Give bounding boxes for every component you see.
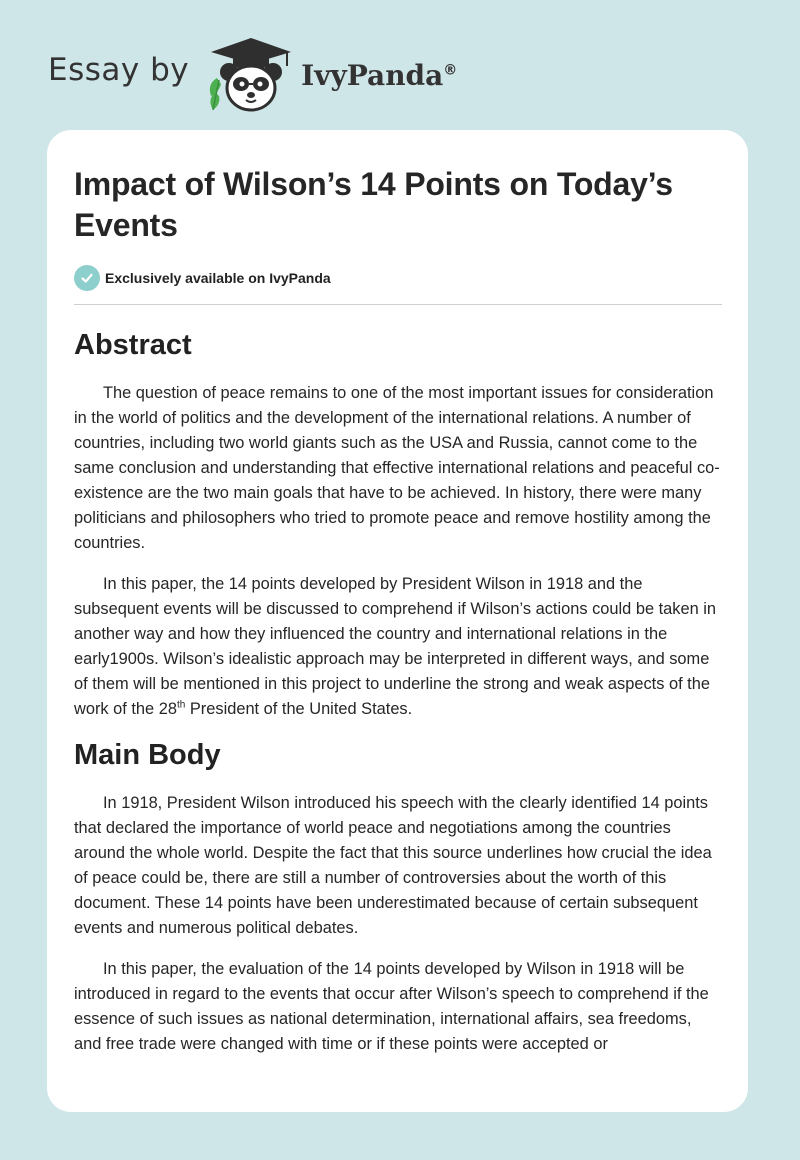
- check-icon: [74, 265, 100, 291]
- essay-card: [47, 130, 748, 1112]
- brand-name: IvyPanda®: [301, 58, 458, 92]
- ivypanda-logo-icon: [203, 34, 299, 114]
- section-heading-abstract: Abstract: [74, 329, 192, 361]
- abstract-paragraph-2: In this paper, the 14 points developed by President Wilson in 1918 and the subsequent events will be discussed to comprehend if Wilson’s actions could be taken in another way and how they influenced the country and international relations in the early1900s. Wilson’s idealistic approach may be interpreted in different ways, and some of them will be mentioned in this project to underline the strong and weak aspects of the work of the 28th President of the United States.: [74, 575, 717, 718]
- exclusive-badge: [74, 264, 722, 292]
- main-body-paragraph-1: In 1918, President Wilson introduced his speech with the clearly identified 14 points that declared the importance of world peace and negotiations among the countries around the whole world. Despite the fact that this source underlines how crucial the idea of peace could be, there are still a number of controversies about the worth of this document. These 14 points have been underestimated because of certain subsequent events and numerous political debates.: [74, 794, 712, 937]
- main-body-paragraph-2: In this paper, the evaluation of the 14 points developed by Wilson in 1918 will be introduced in regard to the events that occur after Wilson’s speech to comprehend if the essence of such issues as national determination, international affairs, sea freedoms, and free trade were changed with time or if these points were accepted or: [74, 960, 709, 1053]
- page-title: Impact of Wilson’s 14 Points on Today’s Events: [74, 166, 673, 243]
- abstract-paragraph-1: The question of peace remains to one of the most important issues for consideration in the world of politics and the development of the international relations. A number of countries, including two world giants such as the USA and Russia, cannot come to the same conclusion and understanding that effective international relations and peaceful co-existence are the two main goals that have to be achieved. In history, there were many politicians and philosophers who tried to promote peace and remove hostility among the countries.: [74, 384, 720, 552]
- brand-header[interactable]: [48, 34, 457, 114]
- section-heading-main-body: Main Body: [74, 739, 221, 771]
- divider: [74, 304, 722, 305]
- badge-label: Exclusively available on IvyPanda: [105, 270, 331, 286]
- brand-prefix: Essay by: [48, 52, 190, 88]
